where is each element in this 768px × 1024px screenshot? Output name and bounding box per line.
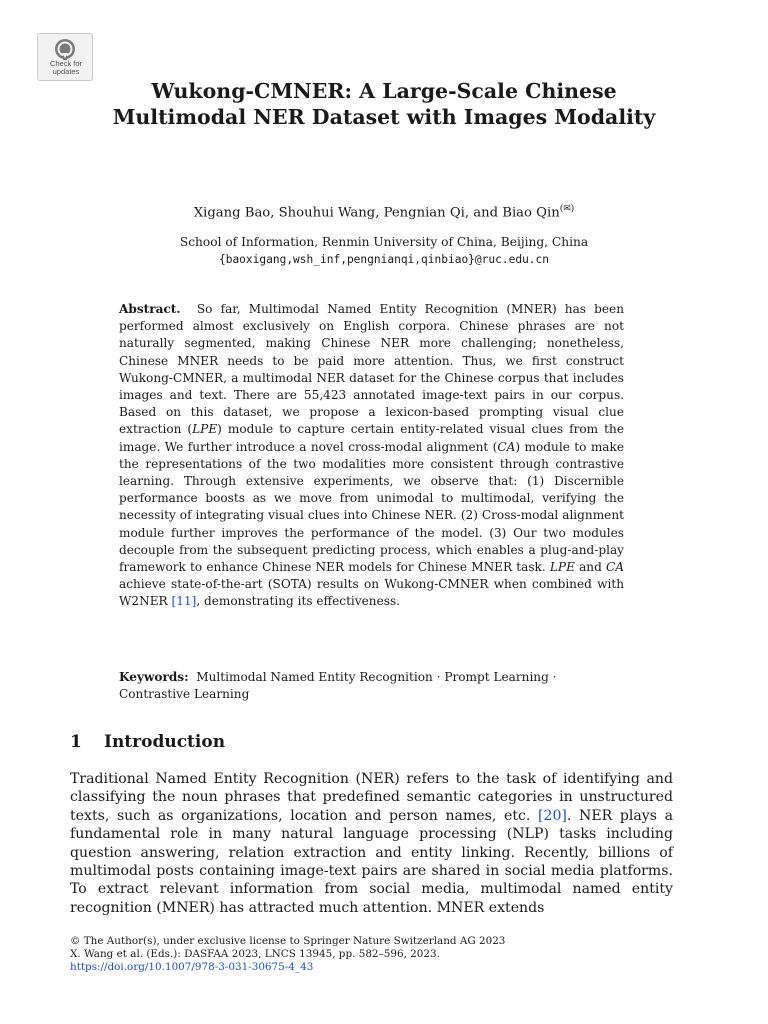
- keywords: [119, 669, 624, 703]
- corresponding-author-mark: (✉): [559, 204, 575, 214]
- badge-label-line2: updates: [52, 67, 80, 76]
- abstract-ca-2: CA: [606, 560, 624, 575]
- citation-line: X. Wang et al. (Eds.): DASFAA 2023, LNCS 13945, pp. 582–596, 2023.: [70, 948, 440, 960]
- abstract-lpe-2: LPE: [549, 560, 575, 575]
- intro-citation-link[interactable]: [20]: [537, 807, 567, 824]
- affiliation: [60, 234, 708, 268]
- abstract-citation-link[interactable]: [11]: [171, 594, 197, 609]
- abstract-ca: CA: [497, 439, 516, 454]
- section-number: 1: [70, 732, 82, 752]
- keywords-text: Multimodal Named Entity Recognition · Prompt Learning · Contrastive Learning: [119, 670, 557, 702]
- check-for-updates-icon: [54, 38, 76, 60]
- abstract-text-4: achieve state-of-the-art (SOTA) results on Wukong-CMNER when combined with W2NER: [119, 577, 624, 609]
- abstract-text-2: ) module to capture certain entity-related visual clues from the image. We further introduce a novel cross-modal alignment (: [119, 422, 624, 454]
- doi-link[interactable]: https://doi.org/10.1007/978-3-031-30675-4_43: [70, 961, 314, 973]
- abstract-lpe: LPE: [192, 422, 218, 437]
- author-list: [60, 200, 708, 222]
- intro-text-1: Traditional Named Entity Recognition (NER) refers to the task of identifying and classifying the noun phrases that predefined semantic categories in unstructured texts, such as organizations, location and person names, etc.: [70, 771, 673, 824]
- abstract: [119, 301, 624, 611]
- keywords-label: Keywords:: [119, 670, 189, 684]
- author-emails: {baoxigang,wsh_inf,pengnianqi,qinbiao}@ruc.edu.cn: [218, 253, 550, 266]
- paper-title: Wukong-CMNER: A Large-Scale Chinese Multimodal NER Dataset with Images Modality: [112, 79, 656, 129]
- section-heading: [70, 731, 225, 753]
- footnote: [70, 935, 680, 974]
- intro-paragraph: [70, 770, 673, 917]
- abstract-text-5: , demonstrating its effectiveness.: [196, 594, 400, 609]
- abstract-text-3: ) module to make the representations of the two modalities more consistent through contrastive learning. Through extensive experiments, we observe that: (1) Discernible performance boosts as we move from unimodal to multimodal, verifying the necessity of integrating visual clues into Chinese NER. (2) Cross-modal alignment module further improves the performance of the model. (3) Our two modules decouple from the subsequent predicting process, which enables a plug-and-play framework to enhance Chinese NER models for Chinese MNER task.: [119, 439, 624, 575]
- abstract-label: Abstract.: [119, 302, 181, 316]
- abstract-and: and: [574, 560, 606, 575]
- author-names: Xigang Bao, Shouhui Wang, Pengnian Qi, and Biao Qin: [193, 205, 560, 221]
- check-for-updates-badge[interactable]: [37, 33, 93, 81]
- abstract-text-1: So far, Multimodal Named Entity Recognition (MNER) has been performed almost exclusively on English corpora. Chinese phrases are not naturally segmented, making Chinese NER more challenging; nonetheless, Chinese MNER needs to be paid more attention. Thus, we first construct Wukong-CMNER, a multimodal NER dataset for the Chinese corpus that includes images and text. There are 55,423 annotated image-text pairs in our corpus. Based on this dataset, we propose a lexicon-based prompting visual clue extraction (: [119, 302, 624, 437]
- intro-text-2: . NER plays a fundamental role in many natural language processing (NLP) tasks including question answering, relation extraction and entity linking. Recently, billions of multimodal posts containing image-text pairs are shared in social media platforms. To extract relevant information from social media, multimodal named entity recognition (MNER) has attracted much attention. MNER extends: [70, 807, 674, 916]
- copyright-line: © The Author(s), under exclusive license to Springer Nature Switzerland AG 2023: [70, 935, 506, 947]
- section-title: Introduction: [104, 732, 226, 752]
- badge-label-line1: Check for: [49, 59, 83, 68]
- institution: School of Information, Renmin University of China, Beijing, China: [179, 235, 589, 249]
